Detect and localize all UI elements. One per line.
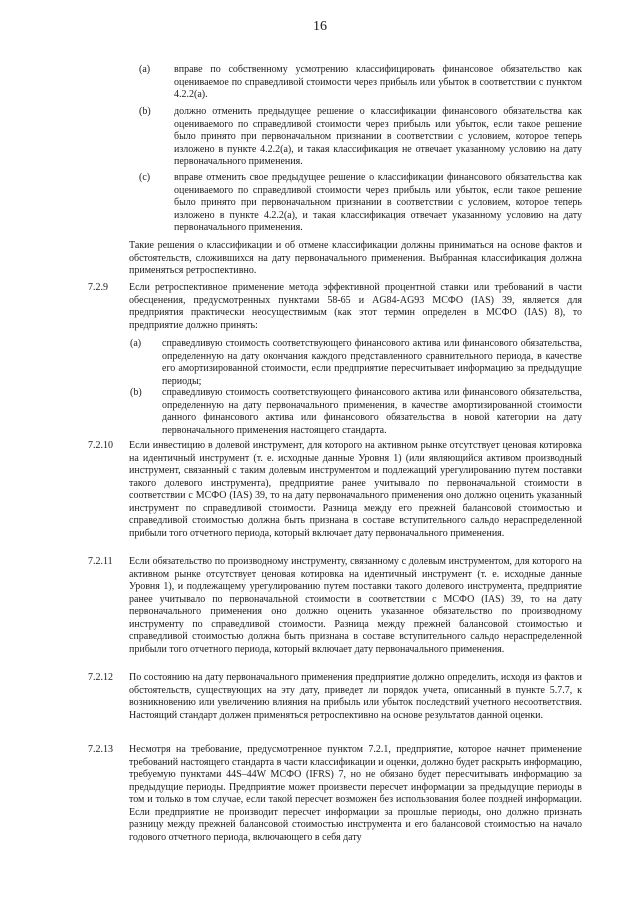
sub-item-a-label: (a) — [130, 338, 142, 349]
sub-item-a-text: справедливую стоимость соответствующего финансового актива или финансового обязательства, определенную на дату окончания каждого представленного сравнительного периода, в качестве его амортизированной стоимости, если предприятие пересчитывает информацию за предыдущие периоды; — [162, 338, 582, 387]
paragraph-number-7-2-13: 7.2.13 — [88, 744, 113, 755]
paragraph-number-7-2-11: 7.2.11 — [88, 556, 113, 567]
sub-item-b-text: справедливую стоимость соответствующего финансового актива или финансового обязательства, определенную на дату первоначального применения, в качестве амортизированной стоимости данного финансового актива или финансового обязательства в новой категории на дату первоначального применения настоящего стандарта. — [162, 387, 582, 436]
list-item-c-text: вправе отменить свое предыдущее решение о классификации финансового обязательства как оцениваемого по справедливой стоимости через прибыль или убыток, если такое решение было принято при первоначальном признании в соответствии с условием, которое теперь изложено в пункте 4.2.2(а), и такая классификация отвечает указанному условию на дату первоначального применения. — [174, 172, 582, 233]
sub-item-b-label: (b) — [130, 387, 142, 398]
paragraph-number-7-2-12: 7.2.12 — [88, 672, 113, 683]
paragraph-7-2-11-text: Если обязательство по производному инструменту, связанному с долевым инструментом, для которого на активном рынке отсутствует ценовая котировка на идентичный инструмент (т. е. исходные данные Уровня 1), и подлежащему урегулированию путем поставки такого долевого инструмента, предприятие ранее учитывало по первоначальной стоимости в соответствии с МСФО (IAS) 39, то на дату первоначального применения оно должно оценить указанное обязательство по производному инструменту по справедливой стоимости. Разница между прежней балансовой стоимостью и справедливой стоимостью должна быть признана в составе вступительного сальдо нераспределенной прибыли того отчетного периода, который включает дату первоначального применения. — [129, 556, 582, 655]
paragraph-7-2-10-text: Если инвестицию в долевой инструмент, для которого на активном рынке отсутствует ценовая котировка на идентичный инструмент (т. е. исходные данные Уровня 1) (или являющийся активом производный инструмент, связанный с таким долевым инструментом и подлежащий урегулированию путем поставки такого долевого инструмента), предприятие ранее учитывало по первоначальной стоимости в соответствии с МСФО (IAS) 39, то на дату первоначального применения оно должно оценить указанный инструмент по справедливой стоимости. Разница между его прежней балансовой стоимостью и справедливой стоимостью должна быть признана в составе вступительного сальдо нераспределенной прибыли того отчетного периода, который включает дату первоначального применения. — [129, 440, 582, 539]
closing-paragraph: Такие решения о классификации и об отмене классификации должны приниматься на основе фактов и обстоятельств, сложившихся на дату первоначального применения. Выбранная классификация должна применяться ретроспективно. — [129, 240, 582, 276]
list-item-c-label: (c) — [139, 172, 151, 183]
paragraph-7-2-12-text: По состоянию на дату первоначального применения предприятие должно определить, исходя из фактов и обстоятельств, существующих на эту дату, приведет ли порядок учета, описанный в пункте 5.7.7, к возникновению или увеличению влияния на прибыль или убыток последствий учетного несоответствия. Настоящий стандарт должен применяться ретроспективно на основе результатов данной оценки. — [129, 672, 582, 721]
paragraph-number-7-2-9: 7.2.9 — [88, 282, 108, 293]
paragraph-number-7-2-10: 7.2.10 — [88, 440, 113, 451]
page-number: 16 — [313, 19, 327, 34]
list-item-b-label: (b) — [139, 106, 151, 117]
paragraph-7-2-13-text: Несмотря на требование, предусмотренное пунктом 7.2.1, предприятие, которое начнет применение требований настоящего стандарта в части классификации и оценки, должно будет раскрыть информацию, требуемую пунктами 44S–44W МСФО (IFRS) 7, но не обязано будет пересчитывать информацию за предыдущие периоды. Предприятие может произвести пересчет информации за предыдущие периоды в том и только в том случае, если такой пересчет возможен без использования более поздней информации. Если предприятие не производит пересчет информации за прошлые периоды, оно должно признать разницу между прежней балансовой стоимостью инструмента и его балансовой стоимостью на начало годового отчетного периода, включающего в себя дату — [129, 744, 582, 843]
list-item-b-text: должно отменить предыдущее решение о классификации финансового обязательства как оцениваемого по справедливой стоимости через прибыль или убыток, если такое решение было принято при первоначальном признании в соответствии с условием, которое теперь изложено в пункте 4.2.2(а), и такая классификация не отвечает указанному условию на дату первоначального применения. — [174, 106, 582, 167]
paragraph-7-2-9-text: Если ретроспективное применение метода эффективной процентной ставки или требований в части обесценения, предусмотренных пунктами 58-65 и AG84-AG93 МСФО (IAS) 39, является для предприятия практически неосуществимым (как этот термин определен в МСФО (IAS) 8), то предприятие должно принять: — [129, 282, 582, 331]
list-item-a-label: (a) — [139, 64, 151, 75]
list-item-a-text: вправе по собственному усмотрению классифицировать финансовое обязательство как оцениваемое по справедливой стоимости через прибыль или убыток в соответствии с пунктом 4.2.2(а). — [174, 64, 582, 100]
